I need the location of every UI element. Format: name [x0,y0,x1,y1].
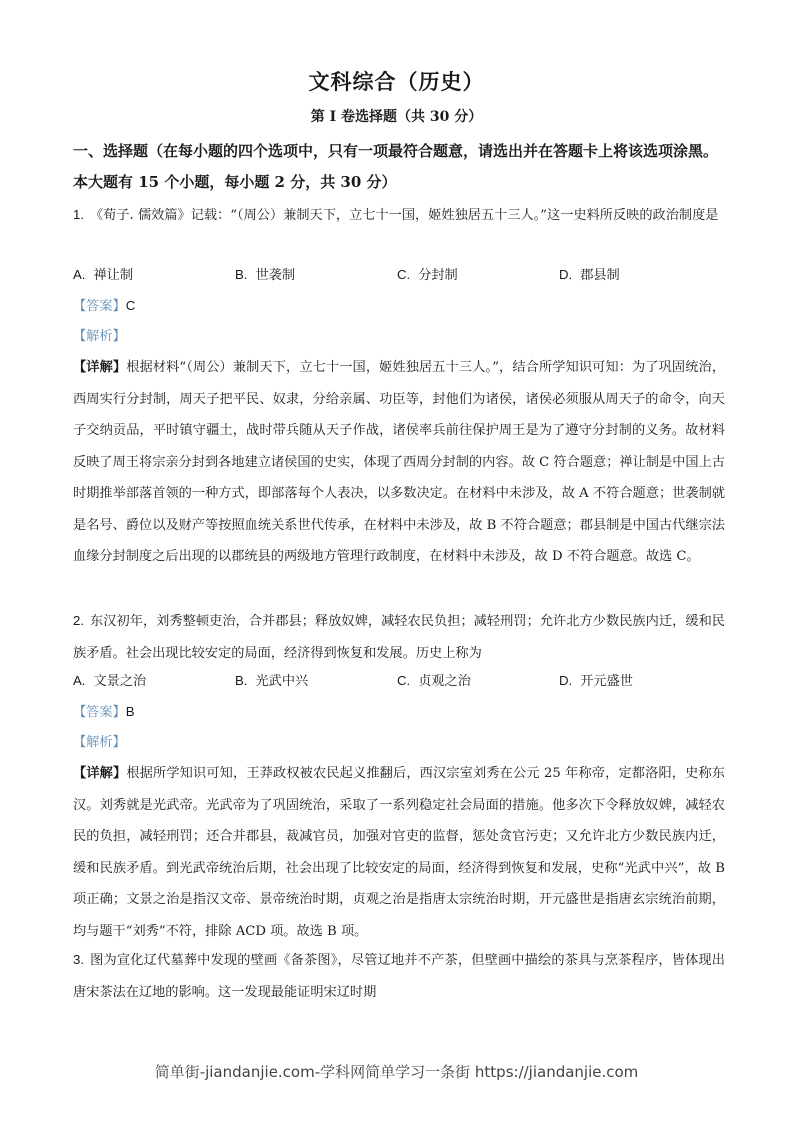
question-text: 《荀子. 儒效篇》记载：“（周公）兼制天下，立七十一国，姬姓独居五十三人。”这一史料所反映的政治制度是 [90,208,719,223]
question-text: 东汉初年，刘秀整顿吏治，合并郡县；释放奴婢，减轻农民负担；减轻刑罚；允许北方少数民族内迁，缓和民族矛盾。社会出现比较安定的局面，经济得到恢复和发展。历史上称为 [73,614,725,661]
answer-tag: 【答案】 [73,705,126,720]
answer-value: C [125,298,136,313]
detail-tag: 【详解】 [73,766,127,781]
question-number: 1. [73,207,84,222]
question-1-options [73,259,725,290]
section-heading: 一、选择题（在每小题的四个选项中，只有一项最符合题意，请选出并在答题卡上将该选项涂黑。本大题有 15 个小题，每小题 2 分，共 30 分） [73,142,719,191]
option-a: A. 禅让制 [73,267,134,283]
answer-value: B [125,704,135,719]
document-subtitle: 第 I 卷选择题（共 30 分） [310,109,483,125]
detail-text: 根据材料“（周公）兼制天下，立七十一国，姬姓独居五十三人。”，结合所学知识可知：为了巩固统治，西周实行分封制，周天子把平民、奴隶，分给亲属、功臣等，封他们为诸侯，诸侯必须服从周天子的命令，向天子交纳贡品，平时镇守疆土，战时带兵随从天子作战，诸侯率兵前往保护周王是为了遵守分封制的义务。故材料反映了周王将宗亲分封到各地建立诸侯国的史实，体现了西周分封制的内容。故 C 符合题意；禅让制是中国上古时期推举部落首领的一种方式，即部落每个人表决，以多数决定。在材料中未涉及，故 A 不符合题意；世袭制就是名号、爵位以及财产等按照血统关系世代传承，在材料中未涉及，故 B 不符合题意；郡县制是中国古代继宗法血缘分封制度之后出现的以郡统县的两级地方管理行政制度，在材料中未涉及，故 D 不符合题意。故选 C。 [73,360,726,564]
option-b: B. 世袭制 [235,267,296,283]
option-c: C. 贞观之治 [397,673,471,689]
question-2-detail [73,758,725,947]
answer-tag: 【答案】 [73,299,126,314]
question-1-stem [73,199,725,232]
detail-text: 根据所学知识可知，王莽政权被农民起义推翻后，西汉宗室刘秀在公元 25 年称帝，定都洛阳，史称东汉。刘秀就是光武帝。光武帝为了巩固统治，采取了一系列稳定社会局面的措施。他多次下令释放奴婢，减轻农民的负担，减轻刑罚；还合并郡县，裁减官员，加强对官吏的监督，惩处贪官污吏；又允许北方少数民族内迁，缓和民族矛盾。到光武帝统治后期，社会出现了比较安定的局面，经济得到恢复和发展，史称“光武中兴”，故 B 项正确；文景之治是指汉文帝、景帝统治时期，贞观之治是指唐太宗统治时期，开元盛世是指唐玄宗统治前期，均与题干“刘秀”不符，排除 ACD 项。故选 B 项。 [73,766,725,939]
question-2-options [73,665,725,696]
question-text: 图为宣化辽代墓葬中发现的壁画《备茶图》，尽管辽地并不产茶，但壁画中描绘的茶具与烹茶程序，皆体现出唐宋茶法在辽地的影响。这一发现最能证明宋辽时期 [73,953,725,1000]
option-c: C. 分封制 [397,267,458,283]
question-number: 3. [73,952,84,967]
question-2-analysis-tag: 【解析】 [73,735,126,750]
page-footer: 简单街-jiandanjie.com-学科网简单学习一条街 https://jiandanjie.com [154,1063,639,1081]
option-b: B. 光武中兴 [235,673,309,689]
question-3-stem [73,944,725,1008]
question-1-analysis-tag: 【解析】 [73,329,126,344]
detail-tag: 【详解】 [73,360,127,375]
question-1-answer [73,290,135,322]
question-number: 2. [73,613,84,628]
question-1-detail [73,352,725,573]
option-d: D. 开元盛世 [559,673,633,689]
option-d: D. 郡县制 [559,267,620,283]
document-title: 文科综合（历史） [308,69,485,94]
option-a: A. 文景之治 [73,673,147,689]
question-2-answer [73,696,135,728]
question-2-stem [73,605,725,669]
